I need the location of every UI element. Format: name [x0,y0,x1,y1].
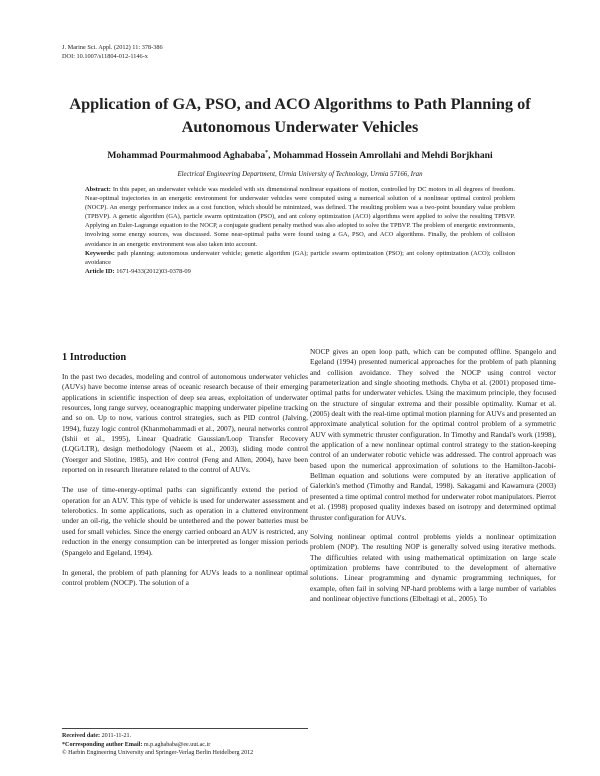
section-heading-introduction: 1 Introduction [62,352,127,363]
footnote-block [62,728,308,758]
corresponding-author-mark: * [265,150,269,156]
body-paragraph: In the past two decades, modeling and control of autonomous underwater vehicles (AUVs) have become intense areas of oceanic research because of their emerging applications in scientific inspection of deep sea areas, exploitation of underwater resources, long range survey, oceanographic mapping underwater pipeline tracking and so on. Up to now, various control strategies, such as PID control (Jalving, 1994), fuzzy logic control (Khanmohammadi et al., 2007), neural networks control (Ishii et al., 1995), Linear Quadratic Gaussian/Loop Transfer Recovery (LQG/LTR), design methodology (Naeem et al., 2003), sliding mode control (Yoerger and Slotine, 1985), and H∞ control (Feng and Allen, 2004), have been reported on in research literature related to the control of AUVs. [62,372,308,475]
article-id-label: Article ID: [85,267,115,275]
article-id-paragraph [85,267,515,276]
abstract-text: In this paper, an underwater vehicle was modeled with six dimensional nonlinear equations of motion, controlled by DC motors in all degrees of freedom. Near-optimal trajectories in an energetic environment for underwater vehicles were computed using a numerical solution of a nonlinear optimal control problem (NOCP). An energy performance index as a cost function, which should be minimized, was defined. The resulting problem was a two-point boundary value problem (TPBVP). A genetic algorithm (GA), particle swarm optimization (PSO), and ant colony optimization (ACO) algorithms were applied to solve the resulting TPBVP. Applying an Euler-Lagrange equation to the NOCP, a conjugate gradient penalty method was also adopted to solve the TPBVP. The problem of energetic environments, involving some energy sources, was discussed. Some near-optimal paths were found using a GA, PSO, and ACO algorithms. Finally, the problem of collision avoidance in an energetic environment was also taken into account. [85,186,515,248]
received-date-line [62,732,308,741]
article-id-value: 1671-9433(2012)03-0378-09 [116,267,191,275]
body-paragraph: In general, the problem of path planning for AUVs leads to a nonlinear optimal control problem (NOCP). The solution of a [62,567,308,588]
journal-citation: J. Marine Sci. Appl. (2012) 11: 378-386 [62,44,163,51]
author-affiliation: Electrical Engineering Department, Urmia University of Technology, Urmia 57166, Iran [177,171,423,178]
author-list [40,147,560,162]
paper-title: Application of GA, PSO, and ACO Algorithms to Path Planning of Autonomous Underwater Vehicles [69,94,531,136]
abstract-label: Abstract: [85,186,111,193]
author-others: , Mohammad Hossein Amrollahi and Mehdi Borjkhani [268,150,493,162]
corresponding-author-label: *Corresponding author Email: [62,741,143,748]
body-column-left [62,351,308,599]
abstract-paragraph [85,185,515,249]
received-date-label: Received date: [62,733,101,739]
body-paragraph: The use of time-energy-optimal paths can significantly extend the period of operation for an AUV. This type of vehicle is used for underwater assessment and telerobotics. In some applications, such as operation in a cluttered environment under an oil-rig, the vehicle should be untethered and the power batteries must be used for small vehicles. Since the energy carried onboard an AUV is restricted, any reduction in the energy consumption can be interpreted as longer mission periods (Spangelo and Egeland, 1994). [62,485,308,557]
author-primary: Mohammad Pourmahmood Aghababa [107,150,266,162]
body-paragraph: NOCP gives an open loop path, which can be computed offline. Spangelo and Egeland (1994) presented numerical approaches for the problem of path planning and collision avoidance. They solved the NOCP using control vector parameterization and single shooting methods. Chyba et al. (2001) proposed time-optimal paths for underwater vehicles. Using the maximum principle, they focused on the structure of singular extrema and their possible optimality. Kumar et al. (2005) dealt with the real-time optimal motion planning for AUVs and presented an approximate analytical solution for the optimal control problem of a symmetric AUV with symmetric thruster configuration. In Timothy and Randal's work (1998), the application of a new nonlinear optimal control strategy to the station-keeping control of an underwater robotic vehicle was addressed. The control approach was based upon the numerical approximation of solutions to the Hamilton-Jacobi-Bellman equation and solutions were computed by an iterative application of Galerkin's method (Timothy and Randal, 1998). Sakagami and Kawamura (2003) presented a time optimal control method for underwater robot manipulators. Pierrot et al. (1998) proposed quality indexes based on isotropy and determined optimal thruster configuration for AUVs. [310,347,556,522]
received-date-value: 2011-11-21. [101,733,132,739]
keywords-text: path planning; autonomous underwater vehicle; genetic algorithm (GA); particle swarm optimization (PSO); ant colony optimization (ACO); collision avoidance [85,249,515,266]
corresponding-author-line [62,741,308,750]
abstract-block [85,185,515,276]
copyright-line: © Harbin Engineering University and Springer-Verlag Berlin Heidelberg 2012 [62,750,254,756]
doi-line: DOI: 10.1007/s11804-012-1146-x [62,52,148,60]
body-column-right [310,347,556,613]
keywords-paragraph [85,249,515,267]
corresponding-author-email[interactable]: m.p.aghababa@ee.uut.ac.ir [143,741,211,748]
body-paragraph: Solving nonlinear optimal control problems yields a nonlinear optimization problem (NOP). The resulting NOP is generally solved using iterative methods. The difficulties related with using mathematical optimization on large scale optimization problems have contributed to the development of alternative solutions. Linear programming and dynamic programming techniques, for example, often fail in solving NP-hard problems with a large number of variables and nonlinear objective functions (Elbeltagi et al., 2005). To [310,531,556,603]
journal-header [62,44,163,61]
keywords-label: Keywords: [85,249,115,257]
